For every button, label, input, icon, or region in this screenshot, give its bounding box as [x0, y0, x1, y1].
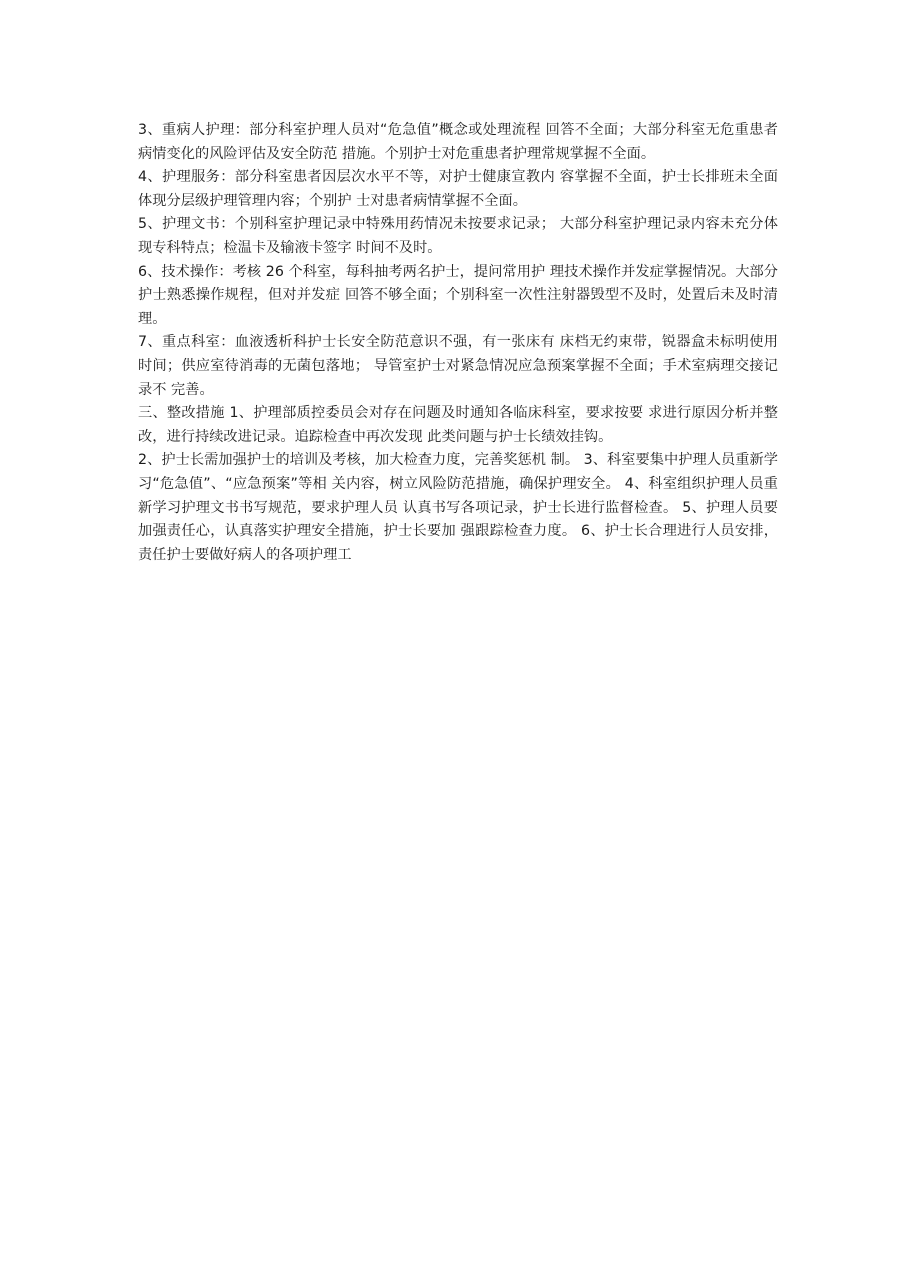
paragraph-head-nurse-training: 2、护士长需加强护士的培训及考核，加大检查力度，完善奖惩机 制。 3、科室要集中护理人员重新学习“危急值”、“应急预案”等相 关内容，树立风险防范措施，确保护理安全。 4、科室组织护理人员重新学习护理文书书写规范，要求护理人员 认真书写各项记录，护士长进行监督检查。 5、护理人员要加强责任心，认真落实护理安全措施，护士长要加 强跟踪检查力度。 6、护士长合理进行人员安排，责任护士要做好病人的各项护理工 — [138, 452, 778, 563]
paragraph-nursing-service: 4、护理服务：部分科室患者因层次水平不等，对护士健康宣教内 容掌握不全面，护士长排班未全面体现分层级护理管理内容；个别护 士对患者病情掌握不全面。 — [138, 169, 778, 209]
paragraph-technical-operation: 6、技术操作：考核 26 个科室，每科抽考两名护士，提问常用护 理技术操作并发症掌握情况。大部分护士熟悉操作规程，但对并发症 回答不够全面；个别科室一次性注射器毁型不及时，处置后未及时清 理。 — [138, 263, 778, 327]
paragraph-critical-patient-care: 3、重病人护理：部分科室护理人员对“危急值”概念或处理流程 回答不全面；大部分科室无危重患者病情变化的风险评估及安全防范 措施。个别护士对危重患者护理常规掌握不全面。 — [138, 122, 778, 162]
paragraph-key-departments: 7、重点科室：血液透析科护士长安全防范意识不强，有一张床有 床档无约束带，锐器盒未标明使用时间；供应室待消毒的无菌包落地； 导管室护士对紧急情况应急预案掌握不全面；手术室病理交接记录不 完善。 — [138, 334, 778, 398]
document-body — [138, 119, 778, 567]
paragraph-rectification-measures: 三、整改措施 1、护理部质控委员会对存在问题及时通知各临床科室，要求按要 求进行原因分析并整改，进行持续改进记录。追踪检查中再次发现 此类问题与护士长绩效挂钩。 — [138, 405, 778, 445]
paragraph-nursing-documents: 5、护理文书：个别科室护理记录中特殊用药情况未按要求记录； 大部分科室护理记录内容未充分体现专科特点；检温卡及输液卡签字 时间不及时。 — [138, 216, 778, 256]
